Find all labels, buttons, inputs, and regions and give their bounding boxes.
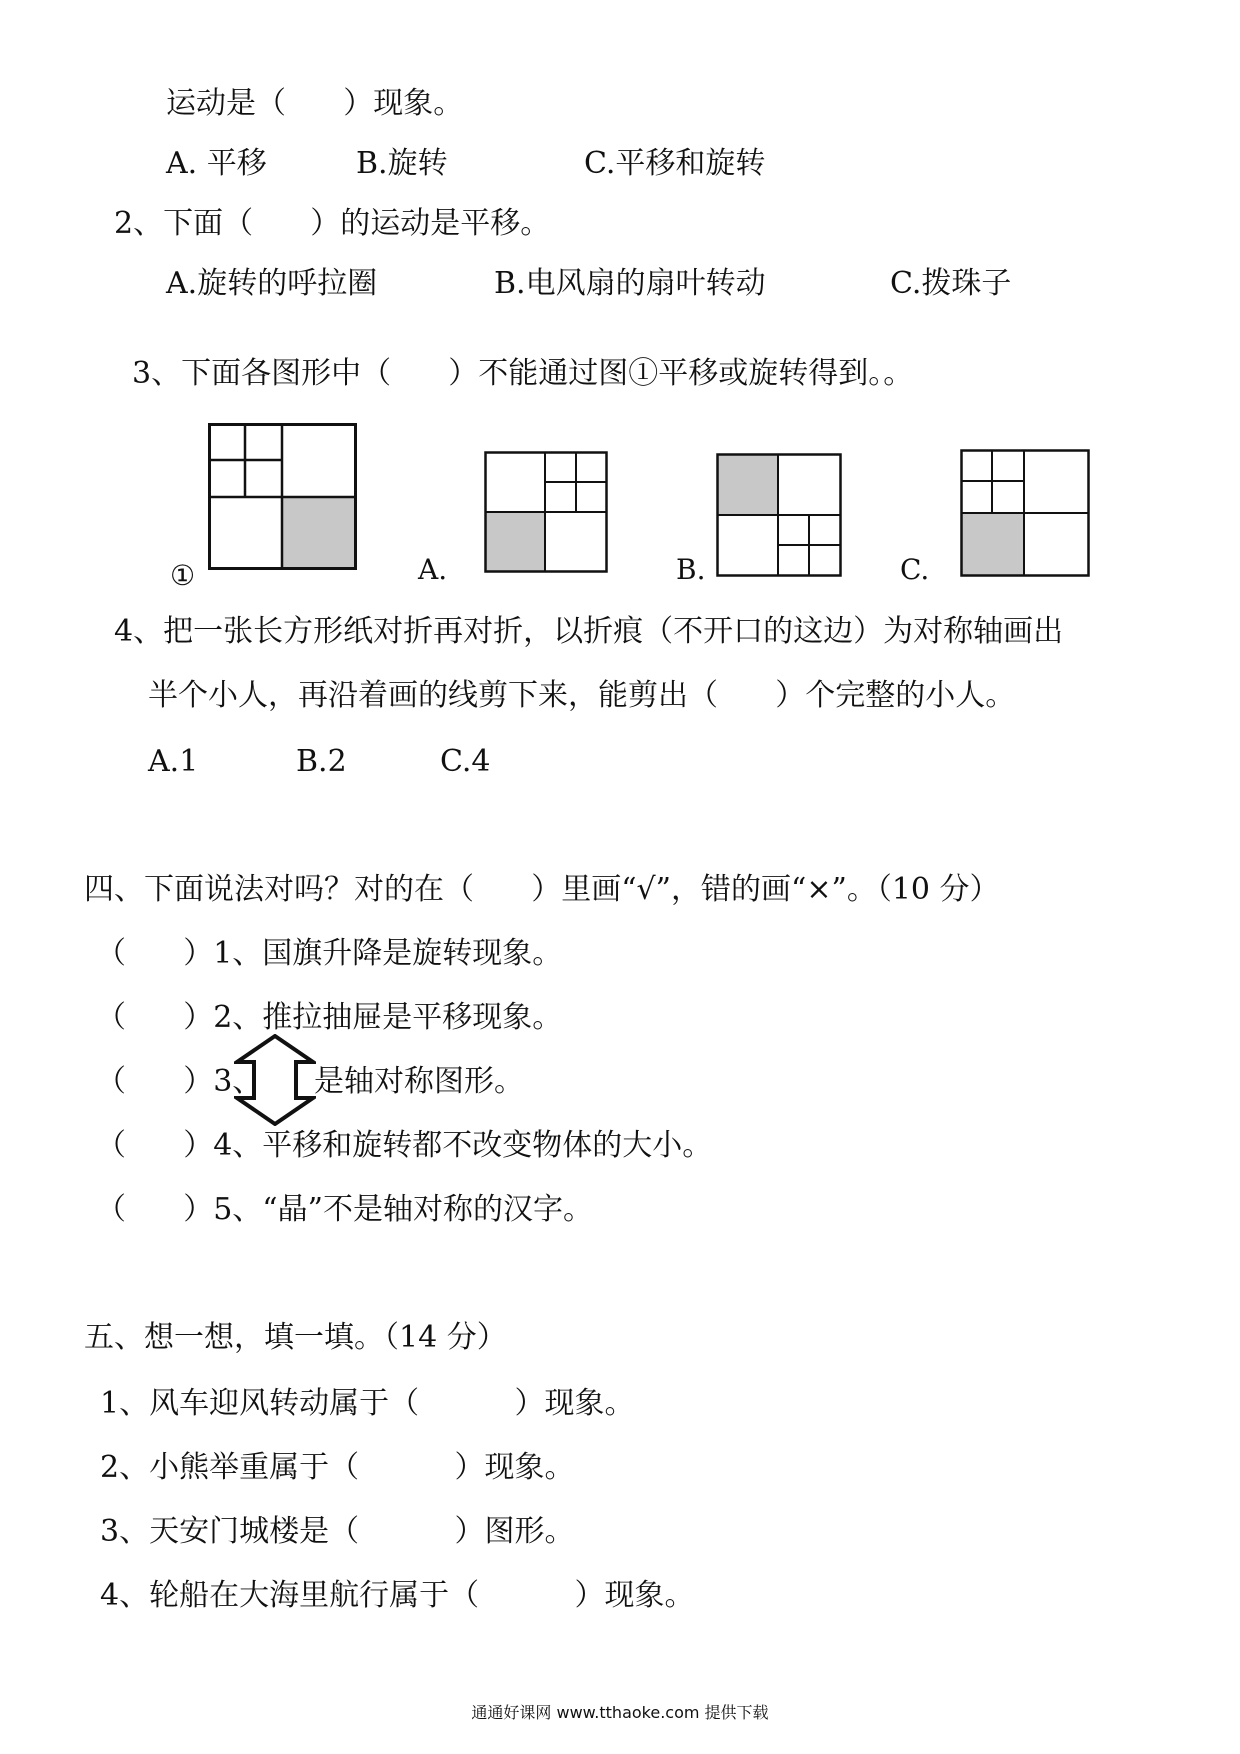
section5-title: 五、想一想，填一填。（14 分）: [84, 1320, 507, 1355]
section4-item-2: （ ）2、推拉抽屉是平移现象。: [96, 1000, 563, 1035]
section4-item-1: （ ）1、国旗升降是旋转现象。: [96, 936, 563, 971]
q4-text-line1: 4、把一张长方形纸对折再对折，以折痕（不开口的这边）为对称轴画出: [114, 614, 1064, 649]
q1-text: 运动是（ ）现象。: [166, 86, 464, 121]
q2-option-c: C.拨珠子: [890, 266, 1012, 301]
footer-source: 通通好课网 www.tthaoke.com 提供下载: [471, 1703, 769, 1722]
q4-text-line2: 半个小人，再沿着画的线剪下来，能剪出（ ）个完整的小人。: [148, 678, 1016, 713]
figure-c: [960, 449, 1090, 577]
q4-option-c: C.4: [440, 744, 491, 779]
section5-item-4: 4、轮船在大海里航行属于（ ）现象。: [100, 1578, 695, 1613]
figure-b-label: B.: [676, 553, 706, 586]
section4-item-5: （ ）5、“晶”不是轴对称的汉字。: [96, 1192, 593, 1227]
section5-item-3: 3、天安门城楼是（ ）图形。: [100, 1514, 575, 1549]
figure-1: [208, 423, 358, 571]
q1-option-c: C.平移和旋转: [584, 146, 766, 181]
section4-item-4: （ ）4、平移和旋转都不改变物体的大小。: [96, 1128, 713, 1163]
q4-option-a: A.1: [148, 744, 199, 779]
section5-item-1: 1、风车迎风转动属于（ ）现象。: [100, 1386, 635, 1421]
figure-b: [716, 453, 842, 577]
figure-a: [484, 451, 608, 573]
section4-item-3-suffix: 是轴对称图形。: [314, 1064, 524, 1099]
figure-a-label: A.: [418, 553, 448, 586]
q4-option-b: B.2: [296, 744, 347, 779]
figure-c-label: C.: [900, 553, 930, 586]
section5-item-2: 2、小熊举重属于（ ）现象。: [100, 1450, 575, 1485]
q2-option-b: B.电风扇的扇叶转动: [494, 266, 766, 301]
q1-option-b: B.旋转: [356, 146, 448, 181]
section4-item-3: （ ）3、: [96, 1064, 263, 1099]
q2-text: 2、下面（ ）的运动是平移。: [114, 206, 551, 241]
q2-option-a: A.旋转的呼拉圈: [166, 266, 378, 301]
figure-1-label: ①: [170, 559, 196, 592]
q1-option-a: A. 平移: [166, 146, 267, 181]
q3-text: 3、下面各图形中（ ）不能通过图①平移或旋转得到。。: [132, 356, 914, 391]
section4-title: 四、下面说法对吗？对的在（ ）里画“√”，错的画“×”。（10 分）: [84, 872, 1000, 907]
double-arrow-icon: [234, 1034, 316, 1126]
